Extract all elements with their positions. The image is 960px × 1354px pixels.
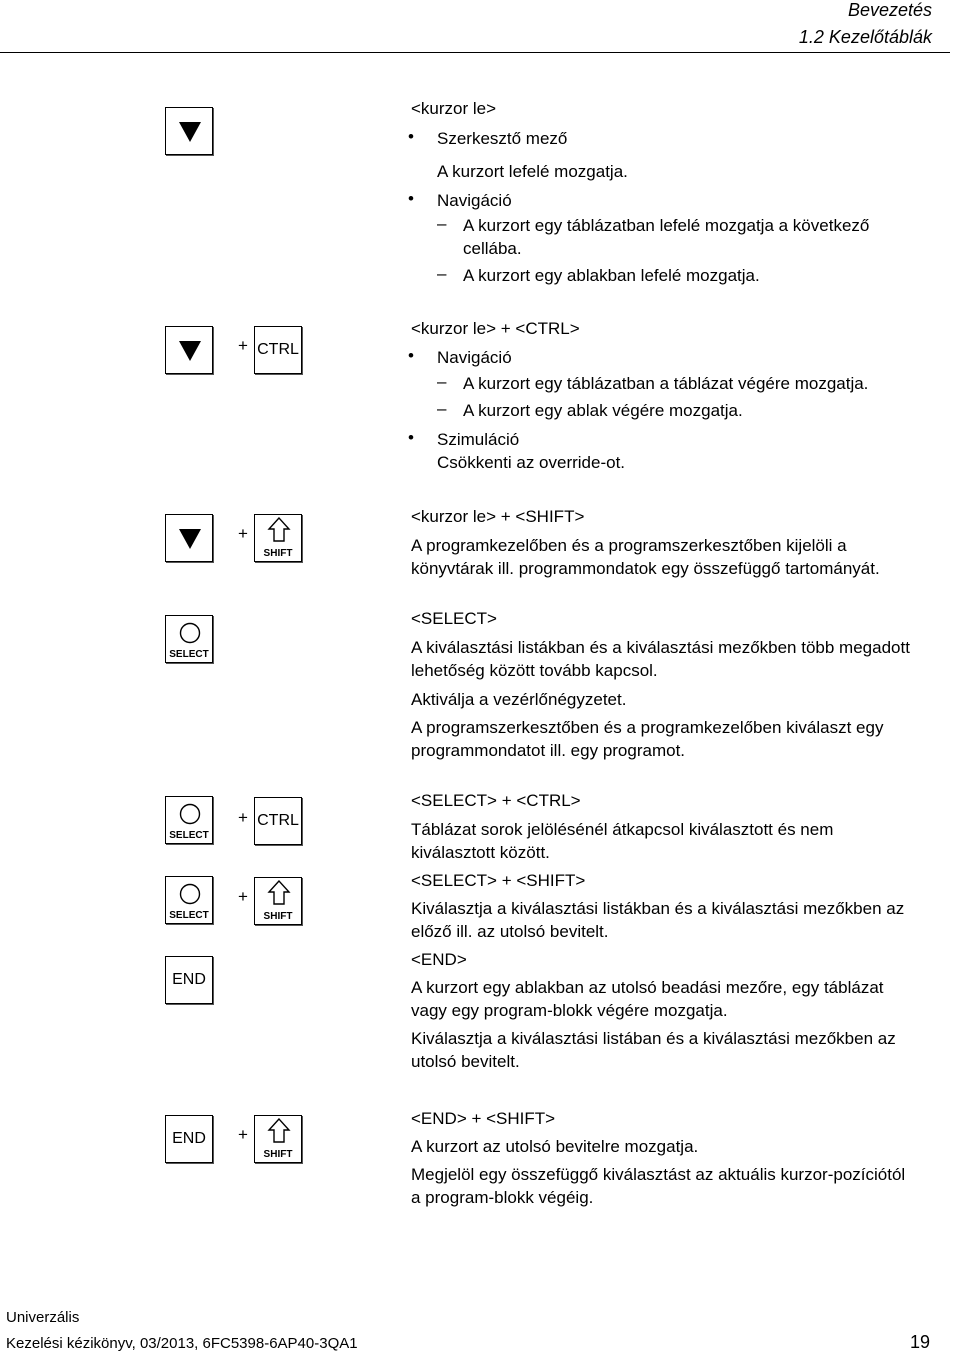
- circle-icon: [179, 622, 201, 644]
- paragraph: Megjelöl egy összefüggő kiválasztást az aktuális kurzor-pozíciótól: [411, 1165, 906, 1184]
- select-key: [165, 796, 213, 844]
- section-title: <SELECT> + <CTRL>: [411, 791, 581, 810]
- dash-icon: –: [437, 264, 447, 283]
- paragraph: programmondatot ill. egy programot.: [411, 741, 686, 760]
- ctrl-key: [254, 326, 302, 374]
- section-title: <kurzor le> + <CTRL>: [411, 319, 580, 338]
- dash-icon: –: [437, 372, 447, 391]
- shift-arrow-icon: [255, 878, 303, 912]
- dash-text: A kurzort egy ablak végére mozgatja.: [463, 401, 743, 420]
- section-title: <SELECT>: [411, 609, 497, 628]
- section-title: <END> + <SHIFT>: [411, 1109, 556, 1128]
- paragraph: Kiválasztja a kiválasztási listában és a kiválasztási mezőkben az: [411, 1029, 896, 1048]
- dash-icon: –: [437, 399, 447, 418]
- select-key: [165, 615, 213, 663]
- section-title: <SELECT> + <SHIFT>: [411, 871, 586, 890]
- bullet-description: Csökkenti az override-ot.: [437, 453, 626, 472]
- cursor-down-key: [165, 326, 213, 374]
- bullet-text: Navigáció: [437, 191, 512, 210]
- ctrl-key-label: CTRL: [257, 341, 299, 358]
- footer-title: Univerzális: [6, 1309, 80, 1326]
- select-key-label: SELECT: [169, 910, 209, 921]
- dash-icon: –: [437, 214, 447, 233]
- bullet-icon: •: [408, 346, 414, 365]
- select-key-label: SELECT: [169, 830, 209, 841]
- dash-text: A kurzort egy ablakban lefelé mozgatja.: [463, 266, 760, 285]
- dash-text: cellába.: [463, 239, 522, 258]
- paragraph: A programszerkesztőben és a programkezelőben kiválaszt egy: [411, 718, 884, 737]
- header-divider: [0, 52, 950, 53]
- bullet-icon: •: [408, 127, 414, 146]
- paragraph: lehetőség között tovább kapcsol.: [411, 661, 658, 680]
- dash-text: A kurzort egy táblázatban a táblázat végére mozgatja.: [463, 374, 869, 393]
- paragraph: Aktiválja a vezérlőnégyzetet.: [411, 690, 627, 709]
- paragraph: A kurzort egy ablakban az utolsó beadási mezőre, egy táblázat: [411, 978, 884, 997]
- paragraph: A kiválasztási listákban és a kiválasztási mezőkben több megadott: [411, 638, 910, 657]
- select-key-label: SELECT: [169, 649, 209, 660]
- page-number: 19: [909, 1332, 930, 1352]
- ctrl-key-label: CTRL: [257, 812, 299, 829]
- arrow-down-icon: [179, 122, 201, 142]
- paragraph: A kurzort az utolsó bevitelre mozgatja.: [411, 1137, 699, 1156]
- header-section: 1.2 Kezelőtáblák: [798, 27, 932, 47]
- paragraph: a program-blokk végéig.: [411, 1188, 594, 1207]
- select-key: [165, 876, 213, 924]
- bullet-description: A kurzort lefelé mozgatja.: [437, 162, 628, 181]
- ctrl-key: [254, 797, 302, 845]
- section-title: <kurzor le>: [411, 99, 497, 118]
- plus-sign: +: [238, 887, 248, 906]
- arrow-down-icon: [179, 341, 201, 361]
- shift-arrow-icon: [255, 515, 303, 549]
- paragraph: vagy egy program-blokk végére mozgatja.: [411, 1001, 728, 1020]
- cursor-down-key: [165, 107, 213, 155]
- bullet-text: Navigáció: [437, 348, 512, 367]
- plus-sign: +: [238, 1125, 248, 1144]
- circle-icon: [179, 883, 201, 905]
- shift-key: [254, 1115, 302, 1163]
- paragraph: könyvtárak ill. programmondatok egy összefüggő tartományát.: [411, 559, 880, 578]
- shift-key-label: SHIFT: [263, 1149, 293, 1160]
- bullet-text: Szerkesztő mező: [437, 129, 568, 148]
- footer-document: Kezelési kézikönyv, 03/2013, 6FC5398-6AP40-3QA1: [6, 1335, 358, 1352]
- section-title: <kurzor le> + <SHIFT>: [411, 507, 585, 526]
- shift-key: [254, 877, 302, 925]
- paragraph: Táblázat sorok jelölésénél átkapcsol kiválasztott és nem: [411, 820, 834, 839]
- shift-key-label: SHIFT: [263, 548, 293, 559]
- header-chapter: Bevezetés: [847, 0, 932, 20]
- paragraph: A programkezelőben és a programszerkesztőben kijelöli a: [411, 536, 847, 555]
- plus-sign: +: [238, 336, 248, 355]
- cursor-down-key: [165, 514, 213, 562]
- paragraph: kiválasztott között.: [411, 843, 550, 862]
- end-key-label: END: [172, 1130, 206, 1147]
- bullet-icon: •: [408, 428, 414, 447]
- plus-sign: +: [238, 524, 248, 543]
- arrow-down-icon: [179, 529, 201, 549]
- paragraph: utolsó bevitelt.: [411, 1052, 520, 1071]
- shift-arrow-icon: [255, 1116, 303, 1150]
- shift-key: [254, 514, 302, 562]
- circle-icon: [179, 803, 201, 825]
- end-key-label: END: [172, 971, 206, 988]
- section-title: <END>: [411, 950, 467, 969]
- bullet-icon: •: [408, 189, 414, 208]
- bullet-text: Szimuláció: [437, 430, 520, 449]
- paragraph: előző ill. az utolsó bevitelt.: [411, 922, 609, 941]
- dash-text: A kurzort egy táblázatban lefelé mozgatja a következő: [463, 216, 870, 235]
- end-key: [165, 956, 213, 1004]
- plus-sign: +: [238, 808, 248, 827]
- paragraph: Kiválasztja a kiválasztási listákban és a kiválasztási mezőkben az: [411, 899, 905, 918]
- shift-key-label: SHIFT: [263, 911, 293, 922]
- end-key: [165, 1115, 213, 1163]
